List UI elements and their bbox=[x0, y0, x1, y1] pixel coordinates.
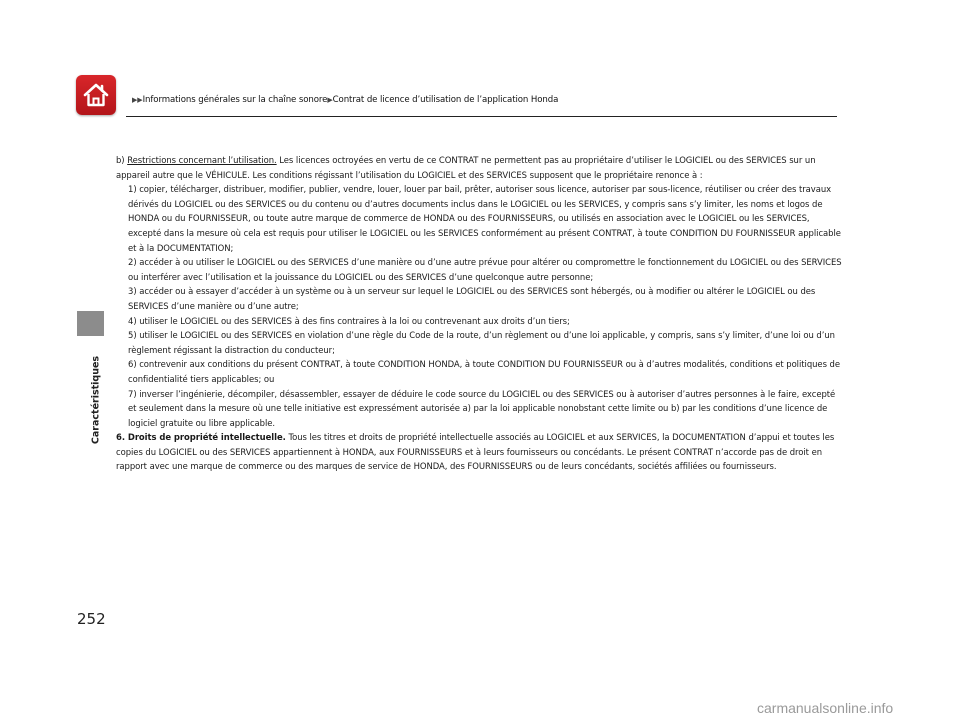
list-item: 7) inverser l’ingénierie, décompiler, désassembler, essayer de déduire le code source du LOGICIEL ou des SERVICES ou à autoriser d’autres personnes à le faire, excepté et seulement dans la mesure où une telle initiative est expressément autorisée a) par la loi applicable nonobstant cette limite ou b) par les conditions d’une licence de logiciel gratuite ou libre applicable. bbox=[128, 388, 836, 428]
list-item: 1) copier, télécharger, distribuer, modifier, publier, vendre, louer, louer par bail, prêter, autoriser sous licence, autoriser par sous-licence, réutiliser ou créer des travaux dérivés du LOGICIEL ou des SERVICES ou du contenu ou d’autres documents inclus dans le LOGICIEL ou les SERVICES, y compris sans s’y limiter, les noms et logos de HONDA ou du FOURNISSEUR, ou toute autre marque de commerce de HONDA ou des FOURNISSEURS, ou utilisés en association avec le LOGICIEL ou les SERVICES, excepté dans la mesure où cela est requis pour utiliser le LOGICIEL ou les SERVICES conformément au présent CONTRAT, à toute CONDITION DU FOURNISSEUR applicable et à la DOCUMENTATION; bbox=[128, 184, 841, 253]
ip-rights-paragraph: 6. Droits de propriété intellectuelle. Tous les titres et droits de propriété intellectuelle associés au LOGICIEL et aux SERVICES, la DOCUMENTATION d’appui et toutes les copies du LOGICIEL ou des SERVICES appartiennent à HONDA, aux FOURNISSEURS et à leurs fournisseurs ou concédants. Le présent CONTRAT n’accorde pas de droit en rapport avec une marque de commerce ou des marques de service de HONDA, des FOURNISSEURS ou de leurs concédants, sociétés affiliées ou fournisseurs. bbox=[116, 432, 835, 472]
restrictions-heading: Restrictions concernant l’utilisation. bbox=[127, 155, 277, 165]
list-item: 2) accéder à ou utiliser le LOGICIEL ou des SERVICES d’une manière ou d’une autre prévue pour altérer ou compromettre le fonctionnement du LOGICIEL ou des SERVICES ou interférer avec l’utilisation et la jouissance du LOGICIEL ou des SERVICES d’une quelconque autre personne; bbox=[128, 257, 842, 282]
section-tab[interactable] bbox=[77, 311, 104, 336]
ip-rights-heading: 6. Droits de propriété intellectuelle. bbox=[116, 432, 286, 443]
breadcrumb bbox=[132, 95, 558, 105]
page-number: 252 bbox=[77, 610, 106, 628]
list-item: 5) utiliser le LOGICIEL ou des SERVICES en violation d’une règle du Code de la route, d’un règlement ou d’une loi applicable, y compris, sans s’y limiter, d’une loi ou d’un règlement régissant la distraction du conducteur; bbox=[128, 330, 835, 355]
home-icon bbox=[82, 82, 110, 108]
list-item: 6) contrevenir aux conditions du présent CONTRAT, à toute CONDITION HONDA, à toute CONDITION DU FOURNISSEUR ou à d’autres modalités, conditions et politiques de confidentialité tiers applicables; ou bbox=[128, 359, 840, 384]
header-divider bbox=[126, 116, 837, 117]
section-label: Caractéristiques bbox=[90, 355, 102, 445]
breadcrumb-item-sound-system[interactable]: Informations générales sur la chaîne sonore bbox=[142, 95, 328, 105]
breadcrumb-arrow-icon: ▶ bbox=[327, 96, 333, 104]
watermark: carmanualsonline.info bbox=[757, 700, 894, 716]
home-button[interactable] bbox=[76, 75, 116, 115]
list-item: 4) utiliser le LOGICIEL ou des SERVICES à des fins contraires à la loi ou contrevenant aux droits d’un tiers; bbox=[128, 315, 570, 326]
restrictions-paragraph: b) Restrictions concernant l’utilisation. Les licences octroyées en vertu de ce CONTRAT ne permettent pas au propriétaire d’utiliser le LOGICIEL ou des SERVICES sur un appareil autre que le VÉHICULE. Les conditions régissant l’utilisation du LOGICIEL et des SERVICES supposent que le propriétaire renonce à : bbox=[116, 155, 816, 180]
breadcrumb-item-license-agreement[interactable]: Contrat de licence d’utilisation de l’application Honda bbox=[332, 95, 559, 105]
restrictions-list bbox=[116, 182, 842, 430]
breadcrumb-arrow-icon: ▶▶ bbox=[132, 96, 143, 104]
list-item: 3) accéder ou à essayer d’accéder à un système ou à un serveur sur lequel le LOGICIEL ou des SERVICES sont hébergés, ou à modifier ou altérer le LOGICIEL ou des SERVICES d’une manière ou d’une autre; bbox=[128, 286, 816, 311]
page-content bbox=[116, 153, 842, 474]
